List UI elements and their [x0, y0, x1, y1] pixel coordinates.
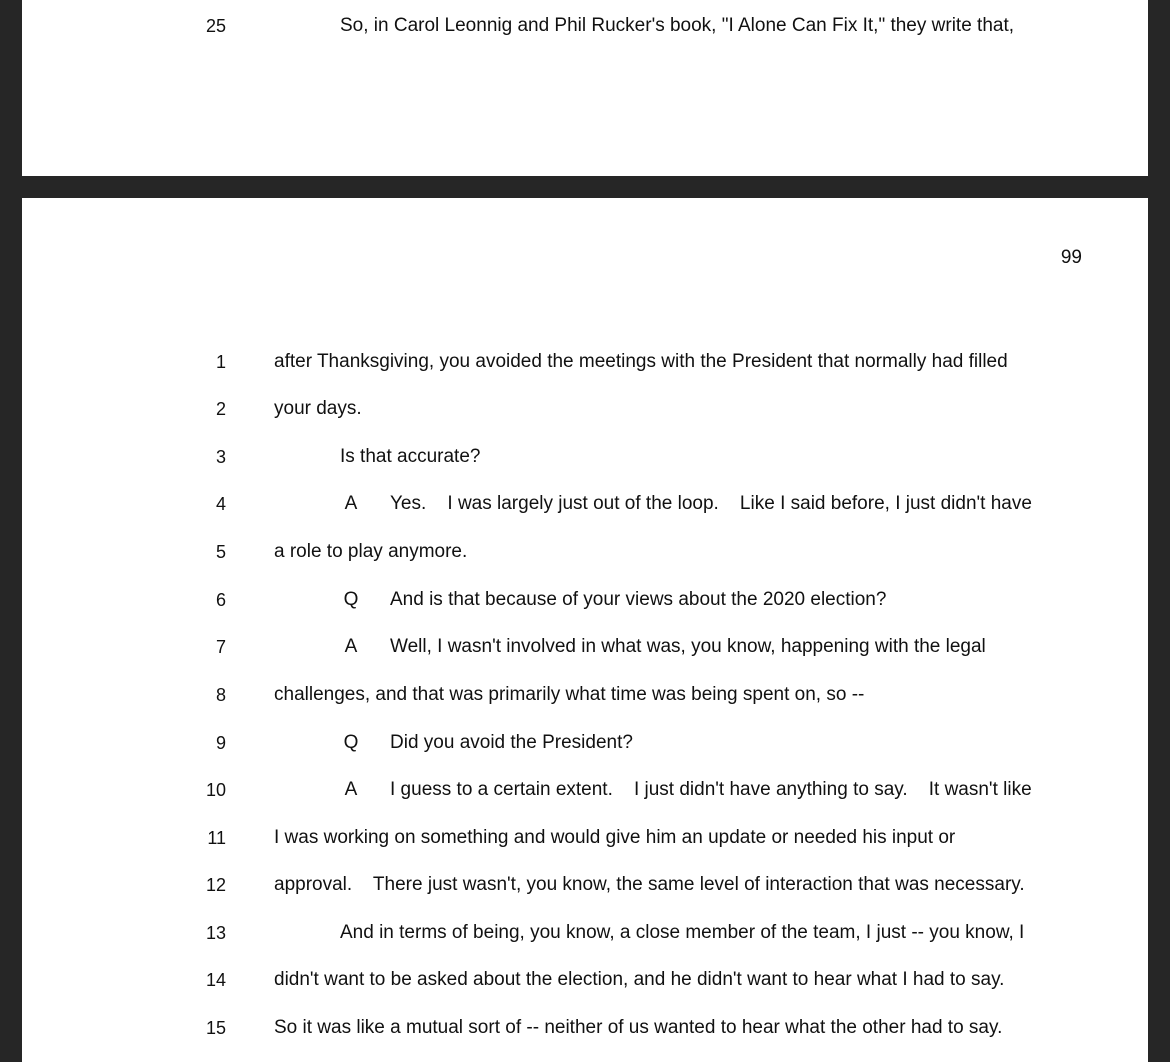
transcript-line [22, 870, 1148, 900]
line-text: I was working on something and would give him an update or needed his input or [274, 827, 956, 848]
line-text: Yes. I was largely just out of the loop. Like I said before, I just didn't have [390, 493, 1032, 514]
line-number: 13 [205, 923, 226, 943]
line-text: Did you avoid the President? [390, 732, 633, 753]
line-text: So it was like a mutual sort of -- neither of us wanted to hear what the other had to say. [274, 1017, 1003, 1038]
line-text: didn't want to be asked about the election, and he didn't want to hear what I had to say. [274, 969, 1005, 990]
line-text: challenges, and that was primarily what time was being spent on, so -- [274, 684, 865, 705]
line-number: 6 [215, 590, 226, 610]
line-text: And is that because of your views about the 2020 election? [390, 589, 887, 610]
line-number: 3 [215, 447, 226, 467]
transcript-line [22, 965, 1148, 995]
line-text: your days. [274, 398, 362, 419]
transcript-line [22, 347, 1148, 377]
transcript-page-previous [22, 0, 1148, 176]
transcript-line [22, 585, 1148, 615]
line-text: a role to play anymore. [274, 541, 468, 562]
speaker-label: Q [343, 732, 359, 753]
transcript-page-99 [22, 198, 1148, 1062]
transcript-line [22, 1013, 1148, 1043]
transcript-line [22, 394, 1148, 424]
speaker-label: Q [343, 589, 359, 610]
line-number: 14 [205, 970, 226, 990]
transcript-line [22, 775, 1148, 805]
line-number: 25 [205, 16, 226, 36]
transcript-line [22, 680, 1148, 710]
speaker-label: A [344, 636, 358, 657]
transcript-line [22, 489, 1148, 519]
line-number: 15 [205, 1018, 226, 1038]
line-number: 12 [205, 875, 226, 895]
page-number: 99 [1060, 247, 1082, 268]
line-number: 1 [215, 352, 226, 372]
transcript-line [22, 632, 1148, 662]
speaker-label: A [344, 493, 358, 514]
line-text: Is that accurate? [340, 446, 481, 467]
transcript-line [22, 728, 1148, 758]
line-number: 10 [205, 780, 226, 800]
line-text: approval. There just wasn't, you know, the same level of interaction that was necessary. [274, 874, 1025, 895]
line-number: 5 [215, 542, 226, 562]
line-text: after Thanksgiving, you avoided the meetings with the President that normally had filled [274, 351, 1008, 372]
line-number: 9 [215, 733, 226, 753]
line-text: And in terms of being, you know, a close member of the team, I just -- you know, I [340, 922, 1025, 943]
speaker-label: A [344, 779, 358, 800]
line-number: 2 [215, 399, 226, 419]
transcript-line [22, 918, 1148, 948]
transcript-line [22, 11, 1148, 41]
transcript-line [22, 442, 1148, 472]
line-number: 8 [215, 685, 226, 705]
line-text: I guess to a certain extent. I just didn't have anything to say. It wasn't like [390, 779, 1032, 800]
line-text: Well, I wasn't involved in what was, you know, happening with the legal [390, 636, 986, 657]
line-number: 4 [215, 494, 226, 514]
transcript-line [22, 537, 1148, 567]
transcript-line [22, 823, 1148, 853]
line-text: So, in Carol Leonnig and Phil Rucker's book, "I Alone Can Fix It," they write that, [340, 15, 1015, 36]
line-number: 7 [215, 637, 226, 657]
line-number: 11 [207, 828, 226, 848]
